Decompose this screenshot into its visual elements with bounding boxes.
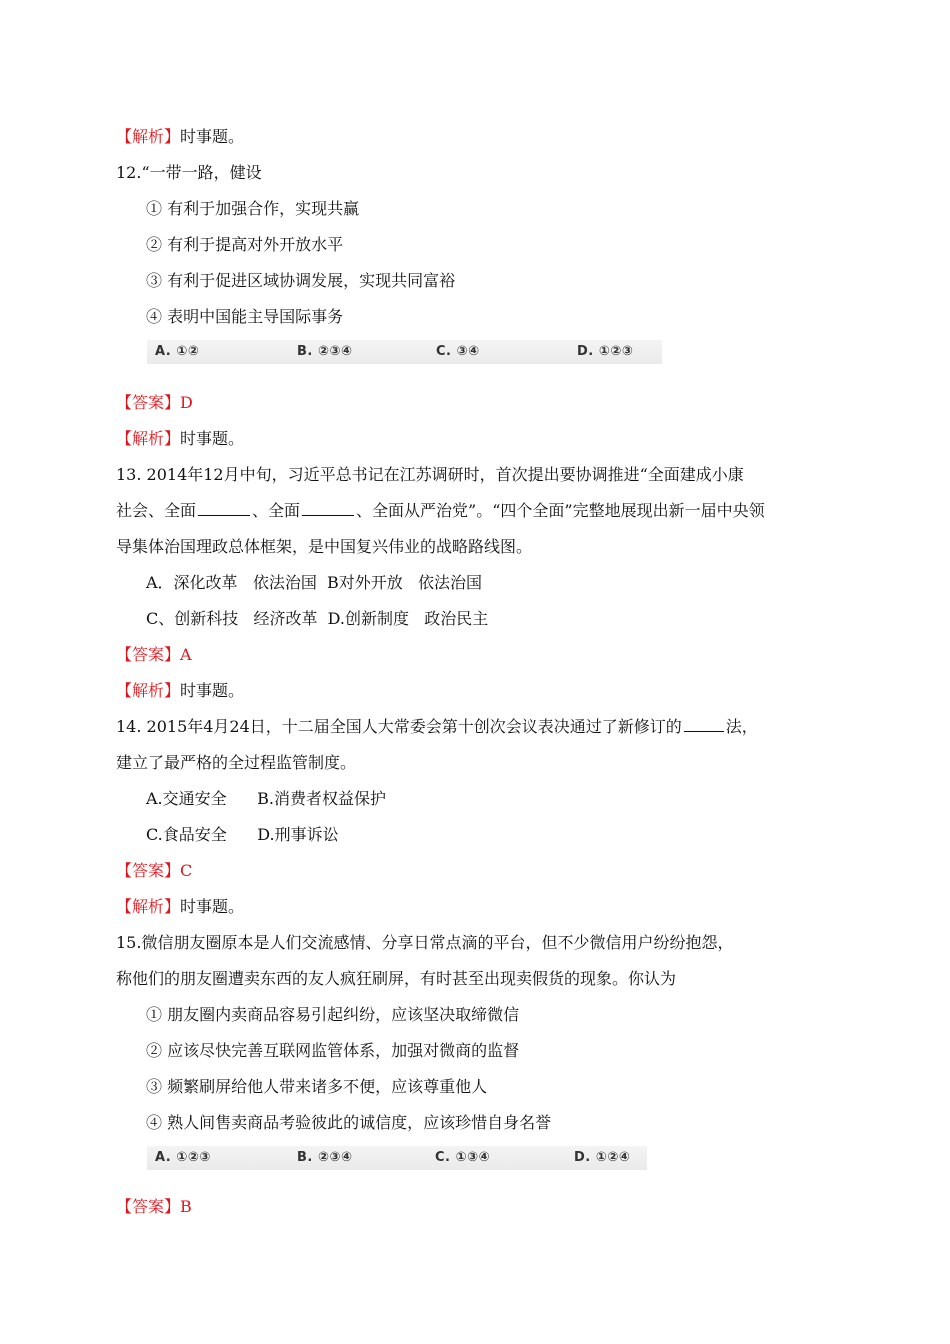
analysis-text: 时事题。 xyxy=(180,127,245,146)
analysis-tag: 【解析】 xyxy=(116,897,181,916)
analysis-text: 时事题。 xyxy=(180,681,245,700)
option-c: C. ①③④ xyxy=(435,1150,491,1165)
q15-answer xyxy=(116,1196,192,1218)
stem-text: 14. 2015年4月24日，十二届全国人大常委会第十创次会议表决通过了新修订的 xyxy=(116,717,682,736)
analysis-tag: 【解析】 xyxy=(116,681,181,700)
answer-value: A xyxy=(180,645,192,664)
stem-text: 社会、全面 xyxy=(116,501,197,520)
q15-stem-line-1: 15.微信朋友圈原本是人们交流感情、分享日常点滴的平台，但不少微信用户纷纷抱怨， xyxy=(116,933,734,952)
q12-item-4: ④ 表明中国能主导国际事务 xyxy=(146,307,344,326)
option-a: A. ①②③ xyxy=(155,1150,211,1165)
q15-item-3: ③ 频繁刷屏给他人带来诸多不便，应该尊重他人 xyxy=(146,1077,488,1096)
fill-blank xyxy=(684,716,724,732)
q13-options-line-1: A．深化改革 依法治国 B对外开放 依法治国 xyxy=(146,573,483,592)
q12-stem: 12.“一带一路，健设 xyxy=(116,163,262,182)
answer-tag: 【答案】 xyxy=(116,393,181,412)
stem-text: 、全面 xyxy=(252,501,301,520)
stem-text: 、全面从严治党”。“四个全面”完整地展现出新一届中央领 xyxy=(356,501,765,520)
q12-options-image xyxy=(147,340,662,364)
analysis-tag: 【解析】 xyxy=(116,429,181,448)
q12-answer xyxy=(116,392,193,414)
q15-stem-line-2: 称他们的朋友圈遭卖东西的友人疯狂刷屏，有时甚至出现卖假货的现象。你认为 xyxy=(116,969,677,988)
analysis-text: 时事题。 xyxy=(180,429,245,448)
stem-text: 法， xyxy=(725,717,758,736)
option-b: B. ②③④ xyxy=(297,1150,353,1165)
q15-options-image xyxy=(147,1146,647,1170)
q14-stem-line-1 xyxy=(116,716,758,738)
q13-stem-line-2 xyxy=(116,500,765,522)
q12-item-3: ③ 有利于促进区域协调发展，实现共同富裕 xyxy=(146,271,456,290)
answer-value: B xyxy=(180,1197,192,1216)
q15-item-4: ④ 熟人间售卖商品考验彼此的诚信度，应该珍惜自身名誉 xyxy=(146,1113,552,1132)
fill-blank xyxy=(198,500,250,516)
q12-analysis xyxy=(116,428,244,450)
q11-analysis xyxy=(116,126,244,148)
option-d: D. ①②③ xyxy=(577,344,634,359)
q14-answer xyxy=(116,860,192,882)
answer-value: C xyxy=(180,861,193,880)
q13-options-line-2: C、创新科技 经济改革 D.创新制度 政治民主 xyxy=(146,609,489,628)
answer-value: D xyxy=(180,393,193,412)
q13-stem-line-1: 13. 2014年12月中旬，习近平总书记在江苏调研时，首次提出要协调推进“全面建成小康 xyxy=(116,465,744,484)
q12-item-1: ① 有利于加强合作，实现共赢 xyxy=(146,199,360,218)
q14-options-line-2: C.食品安全 D.刑事诉讼 xyxy=(146,825,339,844)
answer-tag: 【答案】 xyxy=(116,861,181,880)
option-a: A. ①② xyxy=(155,344,200,359)
q15-item-1: ① 朋友圈内卖商品容易引起纠纷，应该坚决取缔微信 xyxy=(146,1005,520,1024)
q15-item-2: ② 应该尽快完善互联网监管体系，加强对微商的监督 xyxy=(146,1041,520,1060)
analysis-text: 时事题。 xyxy=(180,897,245,916)
analysis-tag: 【解析】 xyxy=(116,127,181,146)
option-b: B. ②③④ xyxy=(297,344,353,359)
answer-tag: 【答案】 xyxy=(116,645,181,664)
q13-answer xyxy=(116,644,192,666)
fill-blank xyxy=(302,500,354,516)
q14-analysis xyxy=(116,896,244,918)
q13-stem-line-3: 导集体治国理政总体框架，是中国复兴伟业的战略路线图。 xyxy=(116,537,533,556)
answer-tag: 【答案】 xyxy=(116,1197,181,1216)
option-d: D. ①②④ xyxy=(574,1150,631,1165)
q14-stem-line-2: 建立了最严格的全过程监管制度。 xyxy=(116,753,357,772)
q12-item-2: ② 有利于提高对外开放水平 xyxy=(146,235,344,254)
q13-analysis xyxy=(116,680,244,702)
q14-options-line-1: A.交通安全 B.消费者权益保护 xyxy=(146,789,387,808)
option-c: C. ③④ xyxy=(436,344,480,359)
